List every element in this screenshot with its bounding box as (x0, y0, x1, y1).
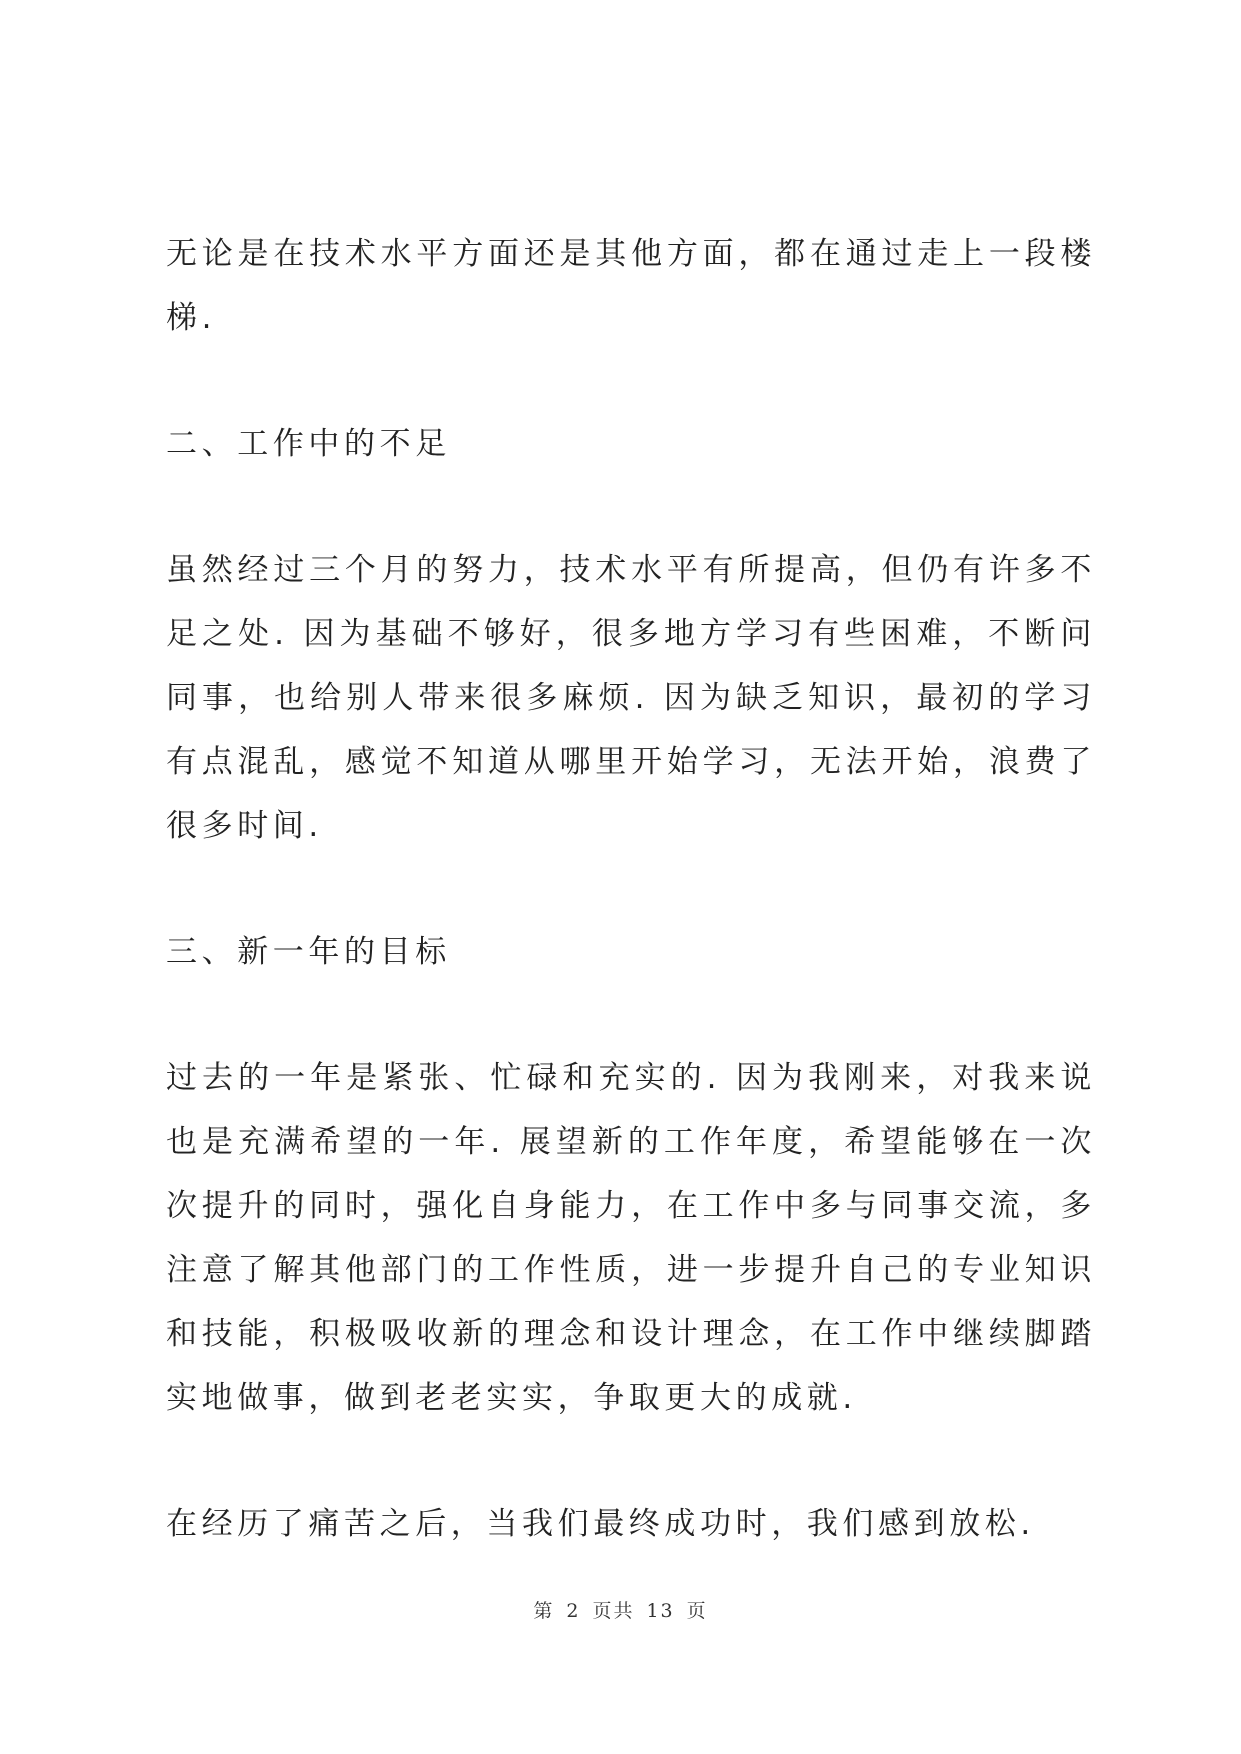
footer-current-page: 2 (566, 1600, 581, 1622)
section-heading-goals: 三、新一年的目标 (166, 934, 451, 970)
paragraph-closing: 在经历了痛苦之后，当我们最终成功时，我们感到放松. (166, 1506, 1035, 1542)
page-footer (0, 1596, 1241, 1623)
footer-total-pages: 13 (646, 1600, 675, 1622)
paragraph-intro: 无论是在技术水平方面还是其他方面，都在通过走上一段楼梯. (166, 236, 1096, 336)
paragraph-shortcomings: 虽然经过三个月的努力，技术水平有所提高，但仍有许多不足之处. 因为基础不够好，很多地方学习有些困难，不断问同事，也给别人带来很多麻烦. 因为缺乏知识，最初的学习有点混乱，感觉不知道从哪里开始学习，无法开始，浪费了很多时间. (166, 552, 1096, 844)
section-heading-shortcomings: 二、工作中的不足 (166, 426, 451, 462)
paragraph-goals: 过去的一年是紧张、忙碌和充实的. 因为我刚来，对我来说也是充满希望的一年. 展望新的工作年度，希望能够在一次次提升的同时，强化自身能力，在工作中多与同事交流，多注意了解其他部门的工作性质，进一步提升自己的专业知识和技能，积极吸收新的理念和设计理念，在工作中继续脚踏实地做事，做到老老实实，争取更大的成就. (166, 1060, 1096, 1416)
footer-suffix: 页 (686, 1600, 708, 1622)
footer-mid: 页共 (592, 1600, 635, 1622)
document-body (166, 222, 1096, 1618)
footer-prefix: 第 (533, 1600, 555, 1622)
